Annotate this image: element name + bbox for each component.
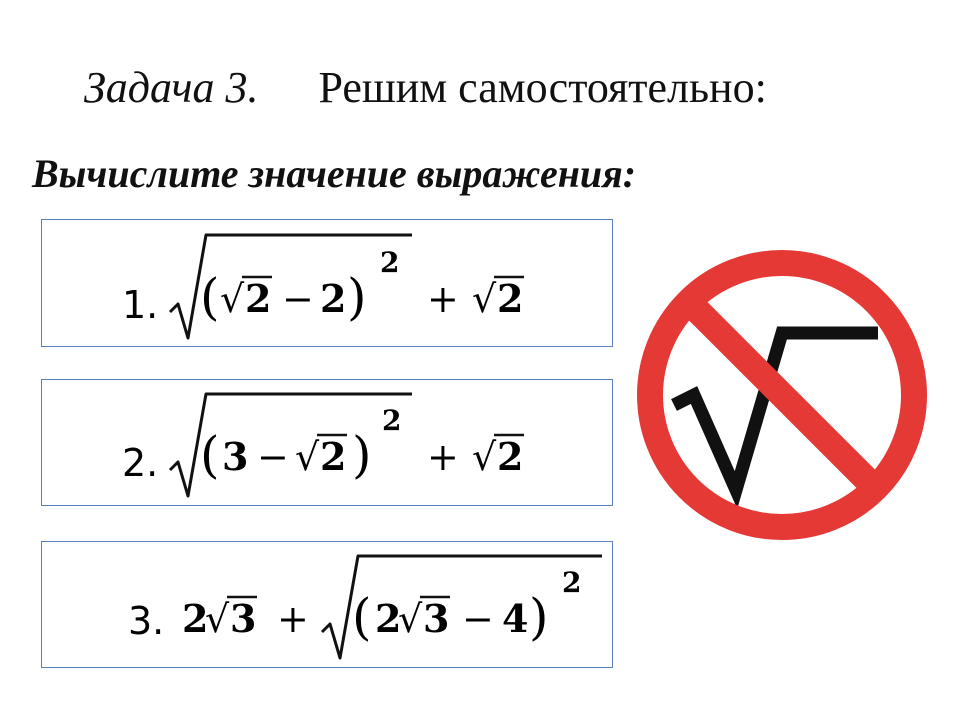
expression-3-formula [42, 542, 614, 669]
minus-sign: − [282, 277, 314, 321]
paren-close: ) [347, 268, 367, 326]
exponent: 2 [382, 404, 402, 437]
inner-root-symbol: √ [398, 597, 423, 641]
paren-close: ) [529, 588, 549, 646]
no-square-root-icon [632, 245, 932, 545]
outer-root-value: 2 [497, 276, 524, 321]
slide-title [84, 62, 767, 113]
outer-root-value: 2 [497, 434, 524, 479]
exponent: 2 [380, 246, 400, 279]
paren-open: ( [200, 268, 220, 326]
expression-3-number: 3. [128, 599, 165, 643]
paren-close: ) [352, 426, 372, 484]
inner-root-symbol: √ [295, 435, 320, 479]
plus-sign: + [427, 277, 459, 321]
paren-open: ( [200, 426, 220, 484]
expression-1-number: 1. [122, 283, 159, 327]
inner-root-value: 2 [320, 434, 347, 479]
exponent: 2 [562, 566, 582, 599]
subtitle: Вычислите значение выражения: [32, 151, 637, 196]
term: 3 [222, 434, 249, 479]
plus-sign: + [427, 435, 459, 479]
term: 4 [502, 596, 529, 641]
task-text: Решим самостоятельно: [318, 63, 767, 112]
root1-symbol: √ [205, 597, 230, 641]
minus-sign: − [462, 597, 494, 641]
outer-root-symbol: √ [472, 435, 497, 479]
root1-value: 3 [230, 596, 257, 641]
term: 2 [320, 276, 347, 321]
expression-box-1 [41, 219, 613, 347]
paren-open: ( [352, 588, 372, 646]
expression-1-formula [42, 220, 614, 348]
expression-box-2 [41, 379, 613, 506]
plus-sign: + [277, 597, 309, 641]
expression-box-3 [41, 541, 613, 668]
minus-sign: − [257, 435, 289, 479]
inner-root-symbol: √ [220, 277, 245, 321]
inner-root-value: 3 [423, 596, 450, 641]
inner-root-value: 2 [245, 276, 272, 321]
expression-2-number: 2. [122, 441, 159, 485]
coef: 2 [182, 596, 209, 641]
task-label: Задача 3. [84, 63, 259, 112]
expression-2-formula [42, 380, 614, 507]
inner-coef: 2 [375, 596, 402, 641]
outer-root-symbol: √ [472, 277, 497, 321]
